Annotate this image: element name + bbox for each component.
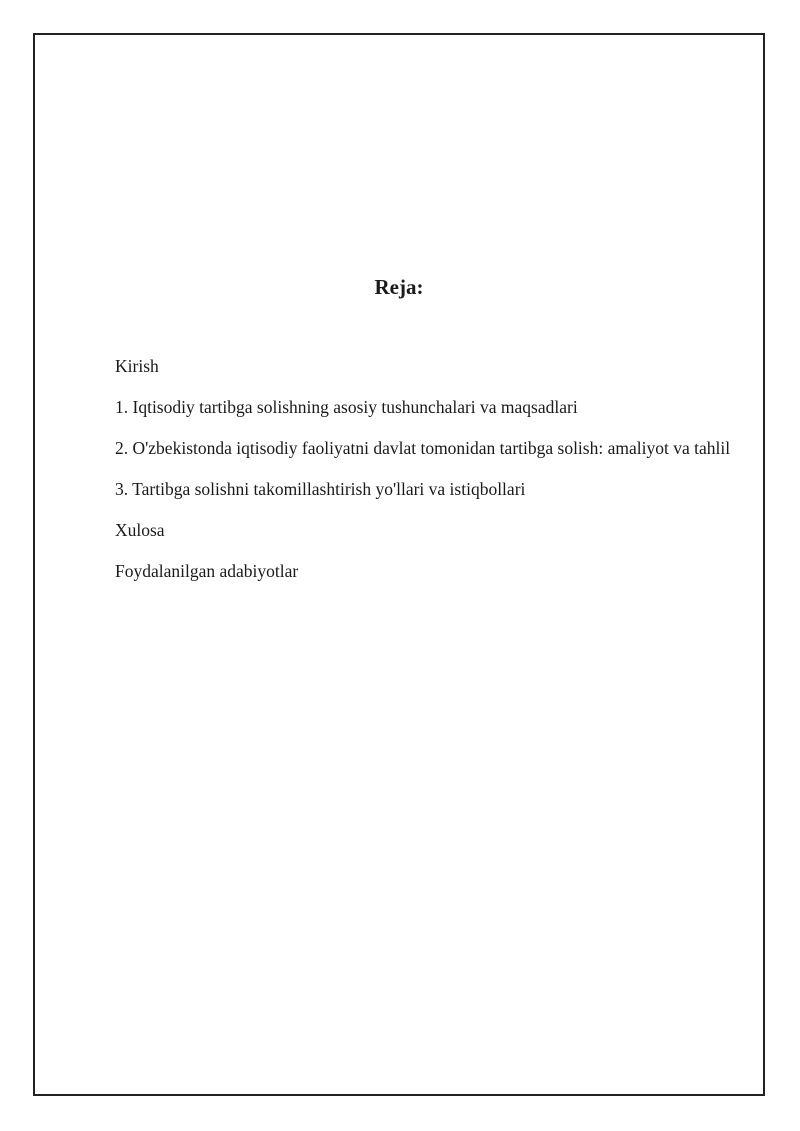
plan-list <box>115 350 740 596</box>
plan-item-1: 1. Iqtisodiy tartibga solishning asosiy tushunchalari va maqsadlari <box>115 397 578 417</box>
plan-item-references: Foydalanilgan adabiyotlar <box>115 561 299 581</box>
plan-item-2: 2. O'zbekistonda iqtisodiy faoliyatni davlat tomonidan tartibga solish: amaliyot va tahlil <box>115 438 731 458</box>
plan-item-3: 3. Tartibga solishni takomillashtirish yo'llari va istiqbollari <box>115 479 526 499</box>
plan-item-introduction: Kirish <box>115 356 159 376</box>
page-title: Reja: <box>374 275 424 299</box>
plan-item-conclusion: Xulosa <box>115 520 165 540</box>
